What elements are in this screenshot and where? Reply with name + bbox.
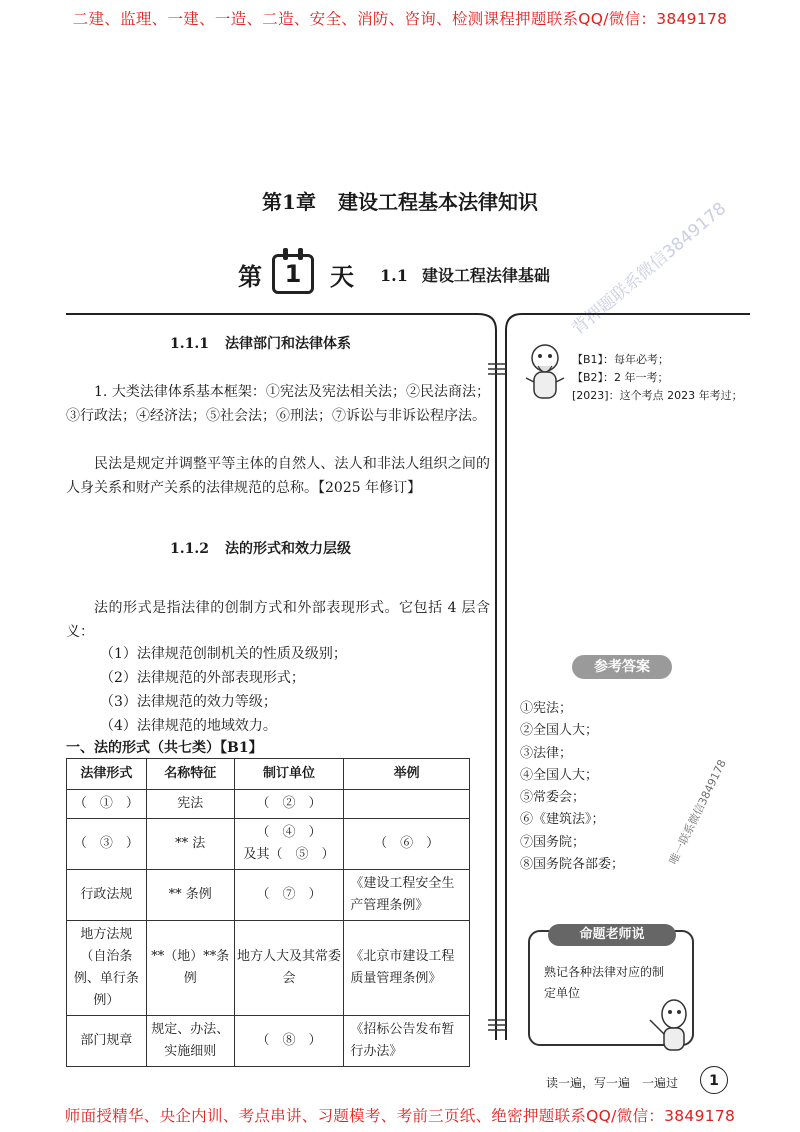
table-cell: （ ⑥ ） (344, 819, 470, 870)
header-cell: 法律形式 (67, 759, 147, 790)
cell-line: （ ④ ） (256, 825, 322, 840)
table-title: 一、法的形式（共七类）【B1】 (66, 740, 263, 756)
table-row (67, 819, 470, 870)
subsection-number: 1.1.1 (170, 336, 209, 352)
watermark: 背押题联系微信3849178 (568, 198, 731, 340)
answer-item: ④全国人大； (520, 767, 599, 783)
table-cell: 行政法规 (67, 870, 147, 921)
paragraph-civil-law: 民法是规定并调整平等主体的自然人、法人和非法人组织之间的人身关系和财产关系的法律规范的总称。【2025 年修订】 (66, 456, 490, 496)
table-row (67, 1016, 470, 1067)
page-number: 1 (700, 1066, 728, 1094)
subsection-title: 法律部门和法律体系 (224, 336, 351, 352)
answer-item: ⑤常委会； (520, 790, 586, 806)
table-row (67, 921, 470, 1016)
table-cell: 《北京市建设工程质量管理条例》 (344, 921, 470, 1016)
table-cell: 《建设工程安全生产管理条例》 (344, 870, 470, 921)
table-cell: （ ② ） (234, 790, 344, 819)
table-cell: （ ⑧ ） (234, 1016, 344, 1067)
paragraph-law-form: 法的形式是指法律的创制方式和外部表现形式。它包括 4 层含义： (66, 600, 490, 640)
table-cell: （ ⑦ ） (234, 870, 344, 921)
table-row (67, 790, 470, 819)
subsection-number: 1.1.2 (170, 541, 209, 557)
cell-line: 及其（ ⑤ ） (243, 847, 335, 862)
teacher-mascot-icon (648, 990, 696, 1060)
table-cell: ** 条例 (146, 870, 234, 921)
table-header-row (67, 759, 470, 790)
answer-item: ⑧国务院各部委； (520, 857, 625, 873)
paragraph-law-framework: 1. 大类法律体系基本框架：①宪法及宪法相关法；②民法商法；③行政法；④经济法；⑤社会法；⑥刑法；⑦诉讼与非诉讼程序法。 (66, 384, 490, 424)
table-cell: 规定、办法、实施细则 (146, 1016, 234, 1067)
day-suffix: 天 (330, 261, 354, 291)
answer-item: ③法律； (520, 745, 573, 761)
chapter-number: 第1章 (262, 190, 316, 214)
section-number: 1.1 (380, 265, 408, 285)
table-cell: **（地）**条例 (146, 921, 234, 1016)
table-cell: 地方法规（自治条例、单行条例） (67, 921, 147, 1016)
table-cell: 《招标公告发布暂行办法》 (344, 1016, 470, 1067)
table-cell (234, 819, 344, 870)
subsection-heading-112 (170, 538, 351, 558)
mascot-icon (520, 338, 570, 408)
header-cell: 制订单位 (234, 759, 344, 790)
table-cell: （ ③ ） (67, 819, 147, 870)
table-cell (344, 790, 470, 819)
table-cell: ** 法 (146, 819, 234, 870)
day-number: 1 (284, 260, 302, 288)
answer-item: ⑥《建筑法》； (520, 812, 605, 828)
day-prefix: 第 (238, 261, 262, 291)
tip-b2: 【B2】：2 年一考； (572, 371, 669, 384)
answer-item: ②全国人大； (520, 723, 599, 739)
tip-2023: [2023]：这个考点 2023 年考过； (572, 389, 743, 402)
list-item: （2）法律规范的外部表现形式； (100, 670, 305, 686)
table-cell: 部门规章 (67, 1016, 147, 1067)
watermark: 唯一联系微信3849178 (666, 757, 729, 867)
teacher-badge: 命题老师说 (548, 924, 676, 946)
list-item: （3）法律规范的效力等级； (100, 694, 277, 710)
table-cell: 地方人大及其常委会 (234, 921, 344, 1016)
list-item: （4）法律规范的地域效力。 (100, 718, 277, 734)
law-forms-table (66, 758, 470, 1067)
table-cell: 宪法 (146, 790, 234, 819)
answer-item: ①宪法； (520, 701, 573, 716)
subsection-title: 法的形式和效力层级 (224, 541, 351, 557)
meaning-list (100, 642, 347, 738)
footer-slogan: 读一遍，写一遍 一遍过 (546, 1076, 679, 1090)
answer-list (520, 698, 624, 876)
top-banner: 二建、监理、一建、一造、二造、安全、消防、咨询、检测课程押题联系QQ/微信：3849178 (72, 10, 728, 28)
answer-badge: 参考答案 (572, 655, 672, 679)
subsection-heading-111 (170, 333, 351, 353)
section-title: 建设工程法律基础 (421, 265, 550, 285)
tip-b1: 【B1】：每年必考； (572, 353, 670, 366)
answer-item: ⑦国务院； (520, 834, 586, 850)
chapter-title: 建设工程基本法律知识 (337, 190, 538, 214)
bottom-banner: 师面授精华、央企内训、考点串讲、习题模考、考前三页纸、绝密押题联系QQ/微信：3849178 (64, 1107, 736, 1125)
teacher-note-text: 熟记各种法律对应的制定单位 (544, 965, 665, 1000)
list-item: （1）法律规范创制机关的性质及级别； (100, 646, 347, 662)
table-row (67, 870, 470, 921)
header-cell: 名称特征 (146, 759, 234, 790)
table-cell: （ ① ） (67, 790, 147, 819)
header-cell: 举例 (344, 759, 470, 790)
